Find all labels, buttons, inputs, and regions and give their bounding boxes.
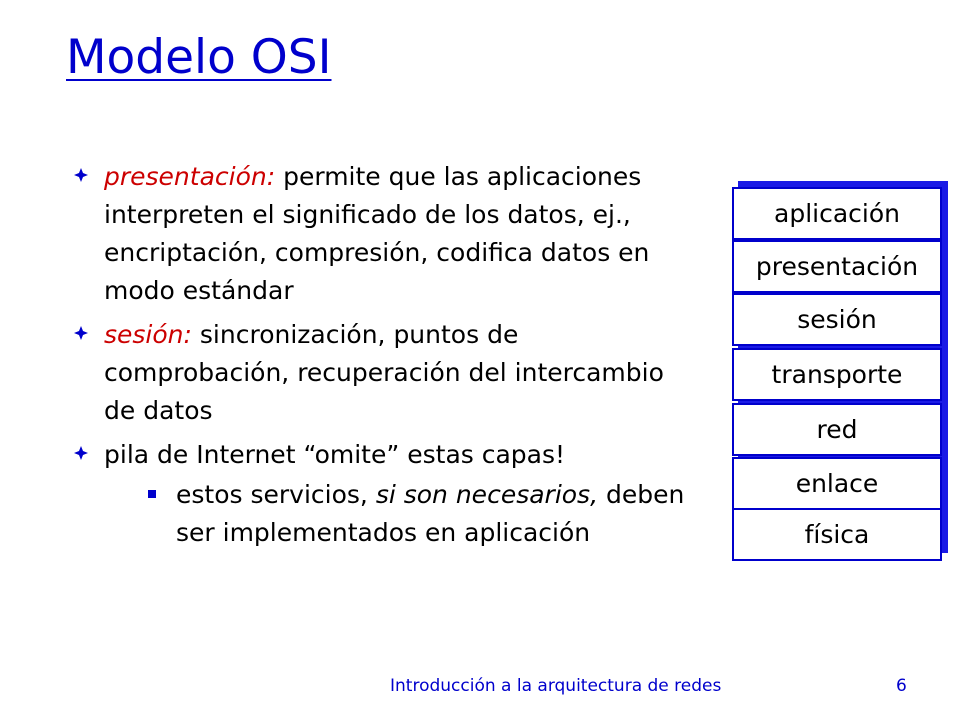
diamond-bullet-icon [74,446,88,460]
bullet-presentacion [72,158,692,310]
sub-bullet-emphasis: si son necesarios, [375,480,599,509]
sub-bullet-text-before: estos servicios, [176,480,376,509]
bullet-text: sincronización, puntos de comprobación, recuperación del intercambio de datos [104,320,664,425]
osi-stack-diagram [732,187,942,559]
layer-transporte: transporte [732,348,942,401]
bullet-sesion [72,316,692,430]
bullet-pila-internet [72,436,692,552]
layer-aplicacion: aplicación [732,187,942,240]
diamond-bullet-icon [74,326,88,340]
footer-title: Introducción a la arquitectura de redes [390,676,722,696]
bullet-list [72,158,692,558]
bullet-term: presentación: [104,162,276,191]
layer-enlace: enlace [732,457,942,510]
layer-fisica: física [732,508,942,561]
square-bullet-icon [148,490,156,498]
layer-sesion: sesión [732,293,942,346]
osi-stack-layers [732,187,942,559]
slide-title: Modelo OSI [66,30,332,85]
sub-bullet [104,476,692,552]
page-number: 6 [896,676,907,696]
bullet-text: pila de Internet “omite” estas capas! [104,440,566,469]
layer-red: red [732,403,942,456]
bullet-text: permite que las aplicaciones interpreten el significado de los datos, ej., encriptación, compresión, codifica datos en modo estándar [104,162,650,305]
diamond-bullet-icon [74,168,88,182]
bullet-term: sesión: [104,320,192,349]
layer-presentacion: presentación [732,240,942,293]
sub-bullet-text-after: deben ser implementados en aplicación [176,480,685,547]
